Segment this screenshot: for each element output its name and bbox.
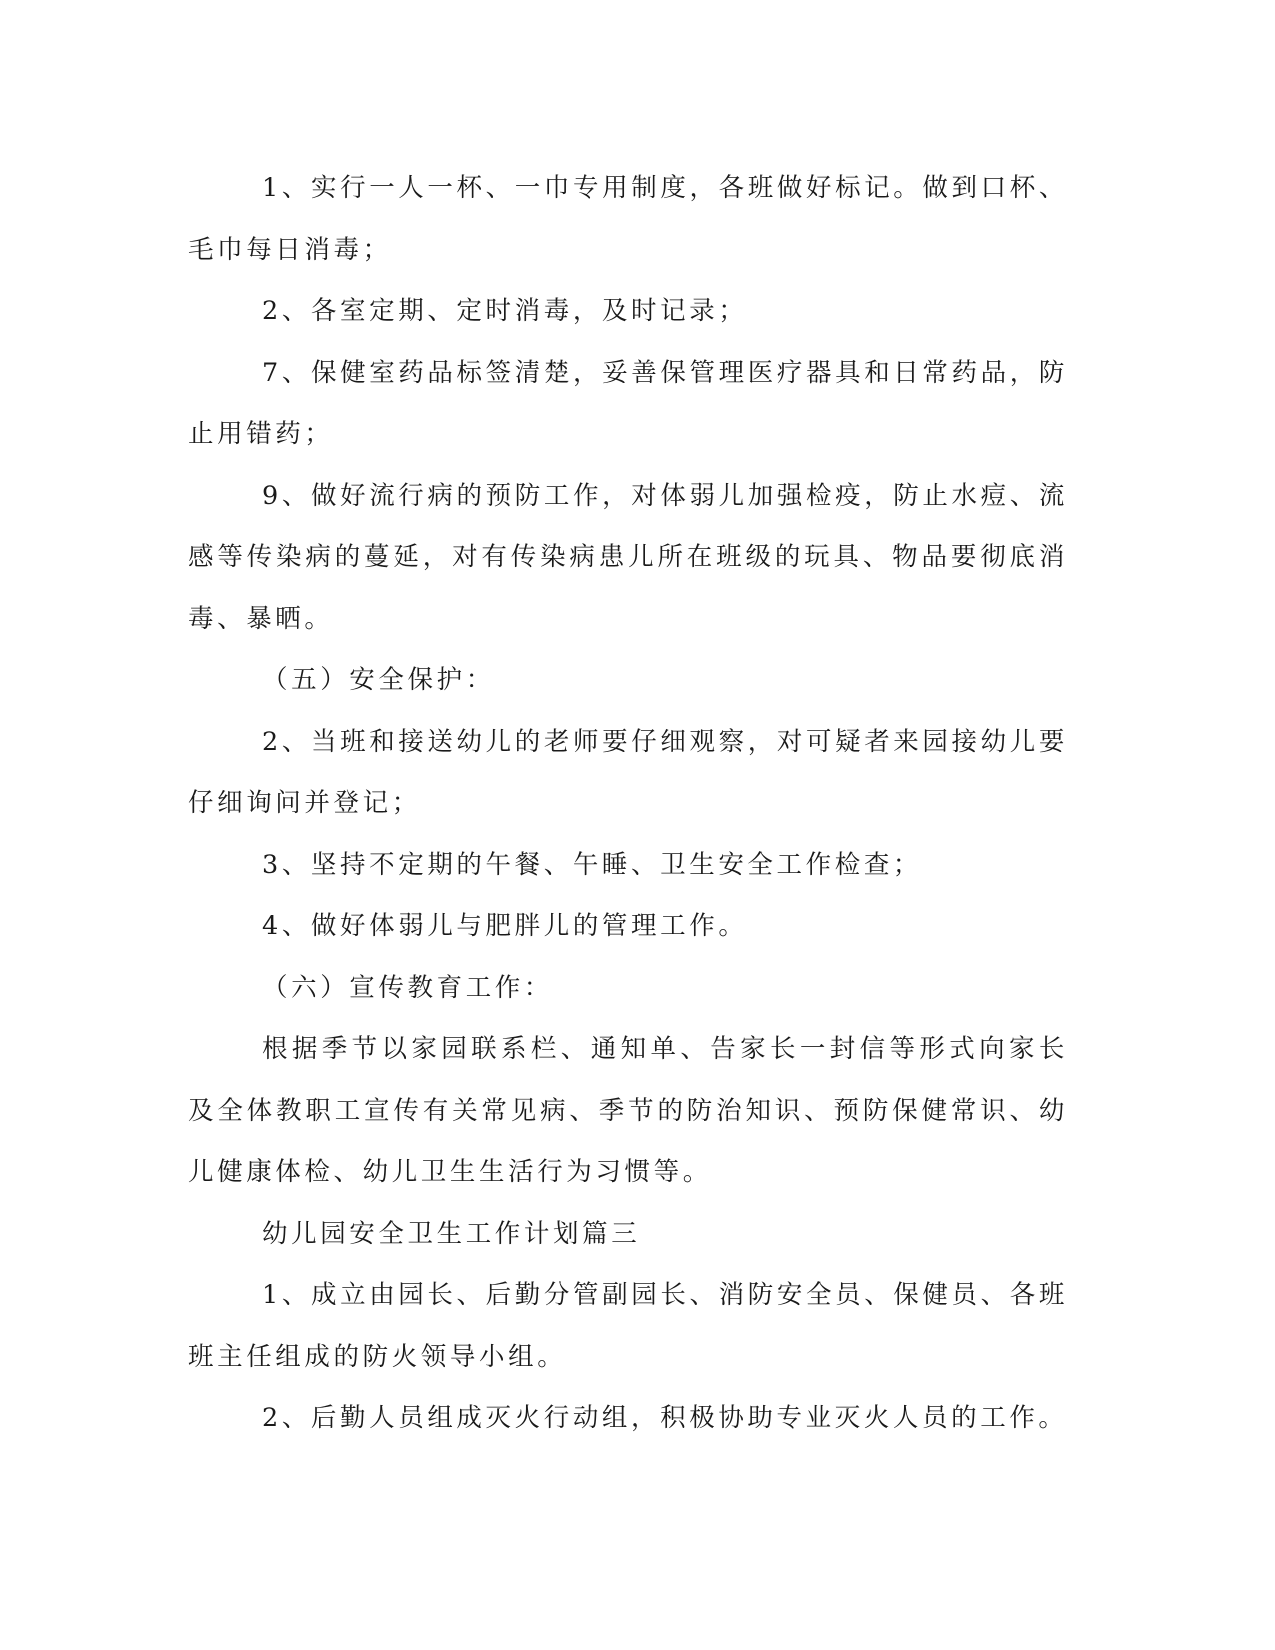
section-title-plan-three: 幼儿园安全卫生工作计划篇三 [262, 1218, 641, 1249]
paragraph-fire-action-group: 2、后勤人员组成灭火行动组，积极协助专业灭火人员的工作。 [262, 1403, 1068, 1433]
paragraph-safety-inspection: 3、坚持不定期的午餐、午睡、卫生安全工作检查； [262, 849, 923, 880]
section-heading-publicity: （六）宣传教育工作： [262, 972, 554, 1003]
paragraph-health-publicity: 根据季节以家园联系栏、通知单、告家长一封信等形式向家长及全体教职工宣传有关常见病、季节的防治知识、预防保健常识、幼儿健康体检、幼儿卫生生活行为习惯等。 [188, 1034, 1068, 1187]
document-body [188, 158, 1068, 1450]
paragraph-weak-obese-management: 4、做好体弱儿与肥胖儿的管理工作。 [262, 911, 748, 941]
section-heading-safety: （五）安全保护： [262, 665, 495, 695]
paragraph-cup-towel-rule: 1、实行一人一杯、一巾专用制度，各班做好标记。做到口杯、毛巾每日消毒； [188, 173, 1068, 265]
paragraph-pickup-observation: 2、当班和接送幼儿的老师要仔细观察，对可疑者来园接幼儿要仔细询问并登记； [188, 726, 1068, 818]
paragraph-medicine-labels: 7、保健室药品标签清楚，妥善保管理医疗器具和日常药品，防止用错药； [188, 357, 1068, 449]
paragraph-room-disinfection: 2、各室定期、定时消毒，及时记录； [262, 296, 748, 326]
paragraph-fire-leadership-group: 1、成立由园长、后勤分管副园长、消防安全员、保健员、各班班主任组成的防火领导小组。 [188, 1280, 1068, 1372]
paragraph-epidemic-prevention: 9、做好流行病的预防工作，对体弱儿加强检疫，防止水痘、流感等传染病的蔓延，对有传染病患儿所在班级的玩具、物品要彻底消毒、暴晒。 [188, 480, 1068, 634]
